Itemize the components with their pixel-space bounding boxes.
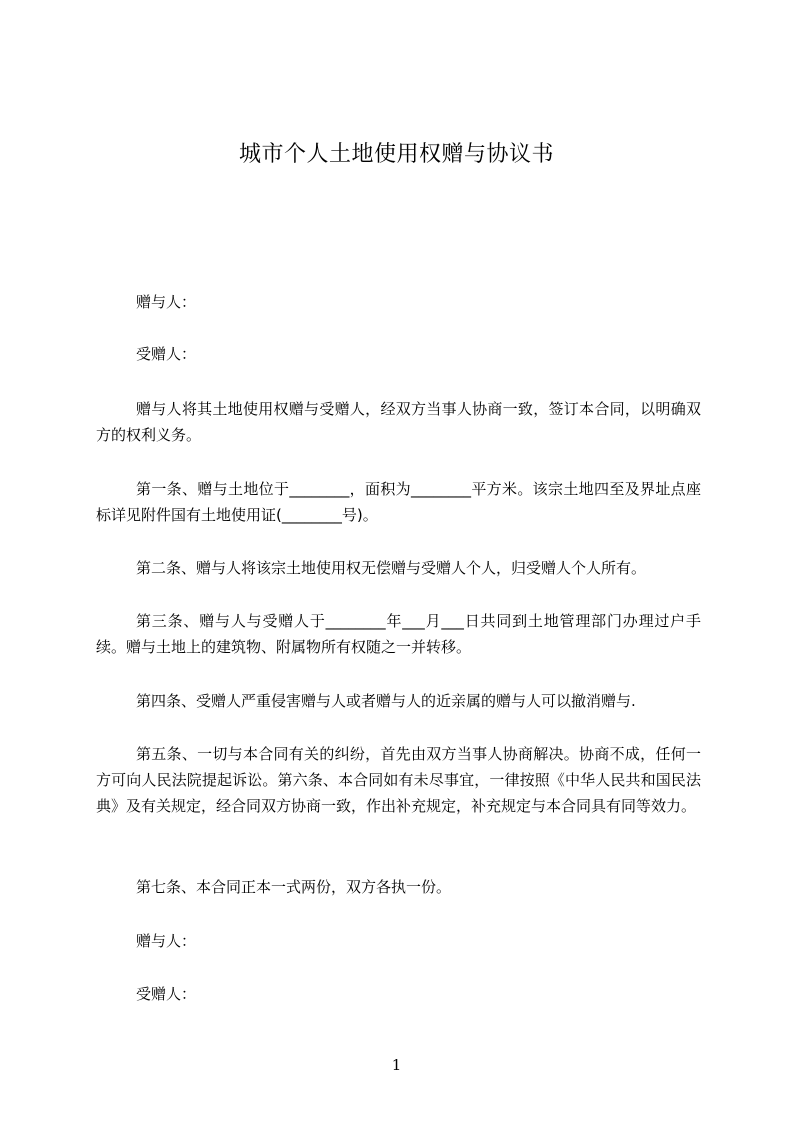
donee-signature-label: 受赠人： xyxy=(136,985,197,1003)
article-3-paragraph: 第三条、赠与人与受赠人于________年___月___日共同到土地管理部门办理过户手续。赠与土地上的建筑物、附属物所有权随之一并转移。 xyxy=(96,612,701,656)
preamble-paragraph: 赠与人将其土地使用权赠与受赠人，经双方当事人协商一致，签订本合同，以明确双方的权利义务。 xyxy=(96,400,701,444)
donor-signature-label: 赠与人： xyxy=(136,932,197,950)
page-number: 1 xyxy=(391,1056,402,1074)
donee-label: 受赠人： xyxy=(136,345,197,363)
article-2-paragraph: 第二条、赠与人将该宗土地使用权无偿赠与受赠人个人，归受赠人个人所有。 xyxy=(136,559,647,577)
donor-label: 赠与人： xyxy=(136,293,197,311)
article-7-paragraph: 第七条、本合同正本一式两份，双方各执一份。 xyxy=(136,878,452,896)
article-4-paragraph: 第四条、受赠人严重侵害赠与人或者赠与人的近亲属的赠与人可以撤消赠与. xyxy=(136,692,636,710)
document-title: 城市个人土地使用权赠与协议书 xyxy=(238,142,554,167)
article-5-6-paragraph: 第五条、一切与本合同有关的纠纷，首先由双方当事人协商解决。协商不成，任何一方可向人民法院提起诉讼。第六条、本合同如有未尽事宜，一律按照《中华人民共和国民法典》及有关规定，经合同双方协商一致，作出补充规定，补充规定与本合同具有同等效力。 xyxy=(96,745,701,815)
article-1-paragraph: 第一条、赠与土地位于________，面积为________平方米。该宗土地四至及界址点座标详见附件国有土地使用证(________号)。 xyxy=(96,480,701,524)
